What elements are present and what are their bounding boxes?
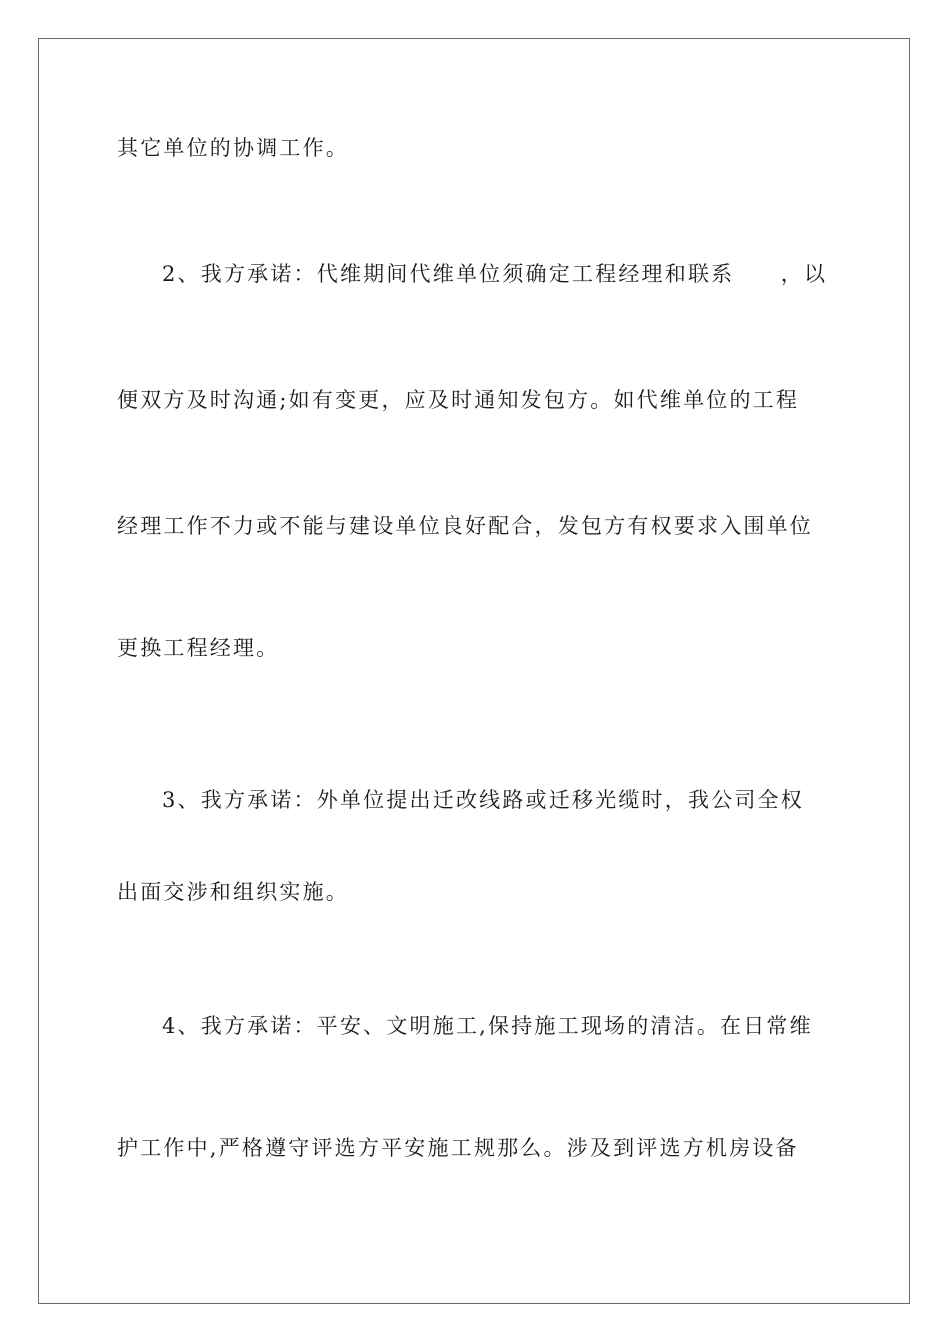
text-line: 其它单位的协调工作。 [117, 136, 349, 160]
text-line: 出面交涉和组织实施。 [117, 880, 349, 904]
text-line: 便双方及时沟通;如有变更，应及时通知发包方。如代维单位的工程 [117, 388, 800, 412]
text-line: 更换工程经理。 [117, 636, 280, 660]
paragraph-start-line: 2、我方承诺：代维期间代维单位须确定工程经理和联系 ，以 [162, 262, 828, 286]
paragraph-start-line: 4、我方承诺：平安、文明施工,保持施工现场的清洁。在日常维 [162, 1014, 813, 1038]
text-line: 经理工作不力或不能与建设单位良好配合，发包方有权要求入围单位 [117, 514, 813, 538]
page-border [38, 38, 910, 1304]
text-line: 护工作中,严格遵守评选方平安施工规那么。涉及到评选方机房设备 [117, 1136, 799, 1160]
paragraph-start-line: 3、我方承诺：外单位提出迁改线路或迁移光缆时，我公司全权 [162, 788, 804, 812]
